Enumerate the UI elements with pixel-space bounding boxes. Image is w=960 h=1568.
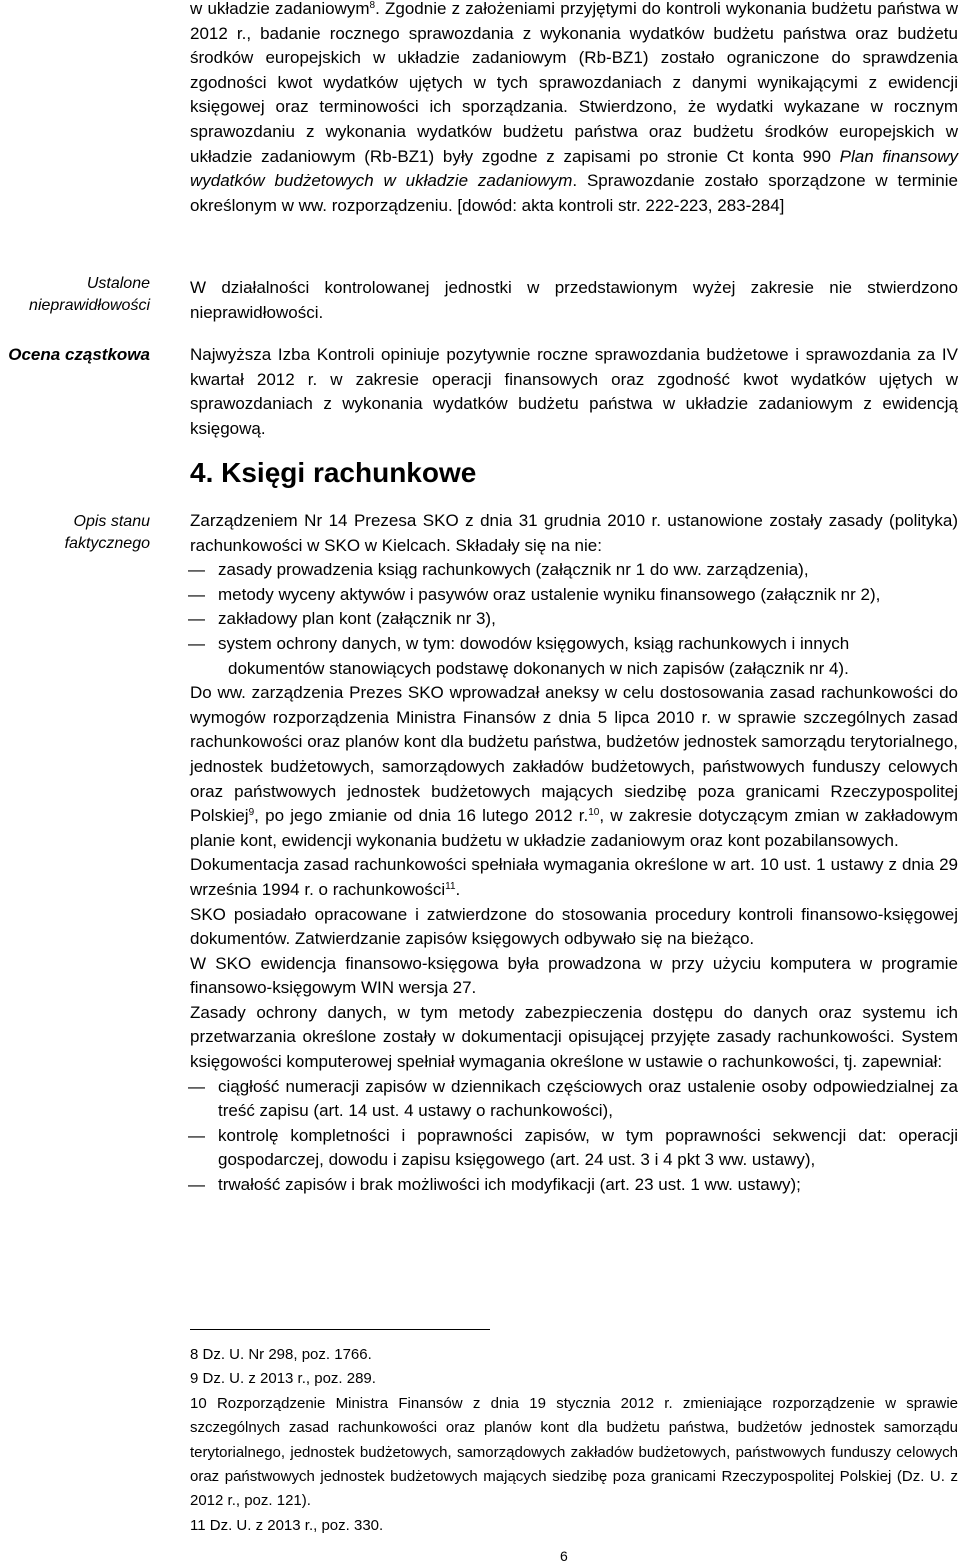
- italic-text: Plan finansowy wydatków budżetowych w układzie zadaniowym: [190, 146, 958, 191]
- footnote: [190, 1367, 958, 1391]
- text: , po jego zmianie od dnia 16 lutego 2012 r.: [254, 806, 589, 826]
- list-item: — metody wyceny aktywów i pasywów oraz ustalenie wyniku finansowego (załącznik nr 2),: [190, 583, 958, 608]
- paragraph-win: W SKO ewidencja finansowo-księgowa była prowadzona w przy użyciu komputera w programie finansowo-księgowym WIN wersja 27.: [190, 953, 958, 998]
- text: . Zgodnie z założeniami przyjętymi do kontroli wykonania budżetu państwa w 2012 r., badanie rocznego sprawozdania z wykonania wydatków budżetu państwa oraz budżetu środków europejskich w układzie zadaniowym (Rb-BZ1) zostało ograniczone do sprawdzenia zgodności kwot wydatków ujętych w tych sprawozdaniach z danymi wynikającymi z ewidencji księgowej oraz terminowości ich sporządzania. Stwierdzono, że wydatki wykazane w rocznym sprawozdaniu z wykonania wydatków budżetu państwa oraz budżetu środków europejskich w układzie zadaniowym (Rb-BZ1) były zgodne z zapisami po stronie Ct konta 990: [190, 0, 958, 166]
- footnote-ref: 11: [445, 880, 456, 892]
- section-title: Księgi rachunkowe: [221, 457, 477, 488]
- paragraph-dokumentacja: [190, 853, 958, 902]
- footnote-number: 10: [190, 1394, 207, 1412]
- paragraph-aneksy: [190, 681, 958, 853]
- footnote-text: Dz. U. z 2013 r., poz. 330.: [205, 1516, 384, 1534]
- footnote-text: Rozporządzenie Ministra Finansów z dnia 19 stycznia 2012 r. zmieniające rozporządzenie w sprawie szczególnych zasad rachunkowości oraz planów kont dla budżetu państwa, budżetów jednostek samorządu terytorialnego, jednostek budżetowych, samorządowych zakładów budżetowych, państwowych funduszy celowych oraz państwowych jednostek budżetowych mających siedzibę poza granicami Rzeczypospolitej Polskiej (Dz. U. z 2012 r., poz. 121).: [190, 1394, 958, 1510]
- text: Dokumentacja zasad rachunkowości spełniała wymagania określone w art. 10 ust. 1 ustawy z dnia 29 września 1994 r. o rachunkowości: [190, 855, 958, 899]
- paragraph-sprawozdanie: [190, 0, 958, 218]
- footnote-number: 11: [190, 1516, 206, 1534]
- margin-label-opis: Opis stanu faktycznego: [64, 513, 150, 552]
- text: . Sprawozdanie zostało sporządzone w terminie określonym w ww. rozporządzeniu. [dowód: akta kontroli str. 222-223, 283-284]: [190, 171, 958, 215]
- footnote: [190, 1514, 958, 1538]
- footnote-number: 8: [190, 1346, 199, 1363]
- footnote-number: 9: [190, 1370, 199, 1388]
- list-item: — ciągłość numeracji zapisów w dziennikach częściowych oraz ustalenie osoby odpowiedzialnej za treść zapisu (art. 14 ust. 4 ustawy o rachunkowości),: [190, 1075, 958, 1124]
- footnotes: [190, 1343, 958, 1538]
- text: system ochrony danych, w tym: dowodów księgowych, ksiąg rachunkowych i innych: [218, 633, 850, 653]
- section-body: [190, 509, 958, 1198]
- list-item: — zasady prowadzenia ksiąg rachunkowych (załącznik nr 1 do ww. zarządzenia),: [190, 558, 958, 583]
- paragraph-zarzadzenie: Zarządzeniem Nr 14 Prezesa SKO z dnia 31 grudnia 2010 r. ustanowione zostały zasady (polityka) rachunkowości w SKO w Kielcach. Składały się na nie:: [190, 511, 958, 555]
- footnote-ref: 8: [369, 0, 376, 11]
- list-item: — kontrolę kompletności i poprawności zapisów, w tym poprawności sekwencji dat: operacji gospodarczej, dowodu i zapisu księgowego (art. 24 ust. 3 i 4 pkt 3 ww. ustawy),: [190, 1124, 958, 1173]
- footnote-text: Dz. U. z 2013 r., poz. 289.: [198, 1370, 376, 1388]
- footnote-ref: 9: [248, 807, 255, 819]
- section-heading: [190, 457, 476, 489]
- text: dokumentów stanowiących podstawę dokonanych w nich zapisów (załącznik nr 4).: [228, 658, 849, 678]
- text: Do ww. zarządzenia Prezes SKO wprowadzał aneksy w celu dostosowania zasad rachunkowości do wymogów rozporządzenia Ministra Finansów z dnia 5 lipca 2010 r. w sprawie szczególnych zasad rachunkowości oraz planów kont dla budżetu państwa, budżetów jednostek samorządu terytorialnego, jednostek budżetowych, samorządowych zakładów budżetowych, państwowych funduszy celowych oraz państwowych jednostek budżetowych mających siedzibę poza granicami Rzeczypospolitej Polskiej: [190, 683, 958, 826]
- footnote-ref: 10: [588, 807, 600, 819]
- text: , w zakresie dotyczącym zmian w zakładowym planie kont, ewidencji wykonania budżetu w układzie zadaniowym oraz kont pozabilansowych.: [190, 806, 958, 850]
- list-item: [190, 632, 958, 681]
- text: W działalności kontrolowanej jednostki w przedstawionym wyżej zakresie nie stwierdzono nieprawidłowości.: [190, 278, 958, 322]
- list-item: — trwałość zapisów i brak możliwości ich modyfikacji (art. 23 ust. 1 ww. ustawy);: [190, 1173, 958, 1198]
- section-number: 4.: [190, 457, 214, 488]
- paragraph-nieprawidlowosci: [190, 276, 958, 325]
- text: Najwyższa Izba Kontroli opiniuje pozytywnie roczne sprawozdania budżetowe i sprawozdania za IV kwartał 2012 r. w zakresie operacji finansowych oraz zgodność kwot wydatków ujętych w sprawozdaniach z wykonania wydatków budżetu państwa w układzie zadaniowym z ewidencją księgową.: [190, 345, 958, 438]
- page-number: 6: [560, 1548, 568, 1564]
- margin-label-ustalone: Ustalone nieprawidłowości: [29, 275, 150, 314]
- text: .: [455, 879, 461, 899]
- text: w układzie zadaniowym: [190, 0, 370, 18]
- footnote-divider: [190, 1329, 490, 1330]
- footnote-text: Dz. U. Nr 298, poz. 1766.: [198, 1346, 372, 1363]
- paragraph-procedury: SKO posiadało opracowane i zatwierdzone do stosowania procedury kontroli finansowo-księgowej dokumentów. Zatwierdzanie zapisów księgowych odbywało się na bieżąco.: [190, 904, 958, 949]
- paragraph-zasady-ochrony: Zasady ochrony danych, w tym metody zabezpieczenia dostępu do danych oraz systemu ich przetwarzania określone zostały w dokumentacji opisującej przyjęte zasady rachunkowości. System księgowości komputerowej spełniał wymagania określone w ustawie o rachunkowości, tj. zapewniał:: [190, 1002, 958, 1072]
- footnote: [190, 1343, 958, 1367]
- margin-label-ocena: Ocena cząstkowa: [8, 345, 150, 364]
- paragraph-ocena: [190, 343, 958, 441]
- list-item: — zakładowy plan kont (załącznik nr 3),: [190, 607, 958, 632]
- footnote: [190, 1392, 958, 1514]
